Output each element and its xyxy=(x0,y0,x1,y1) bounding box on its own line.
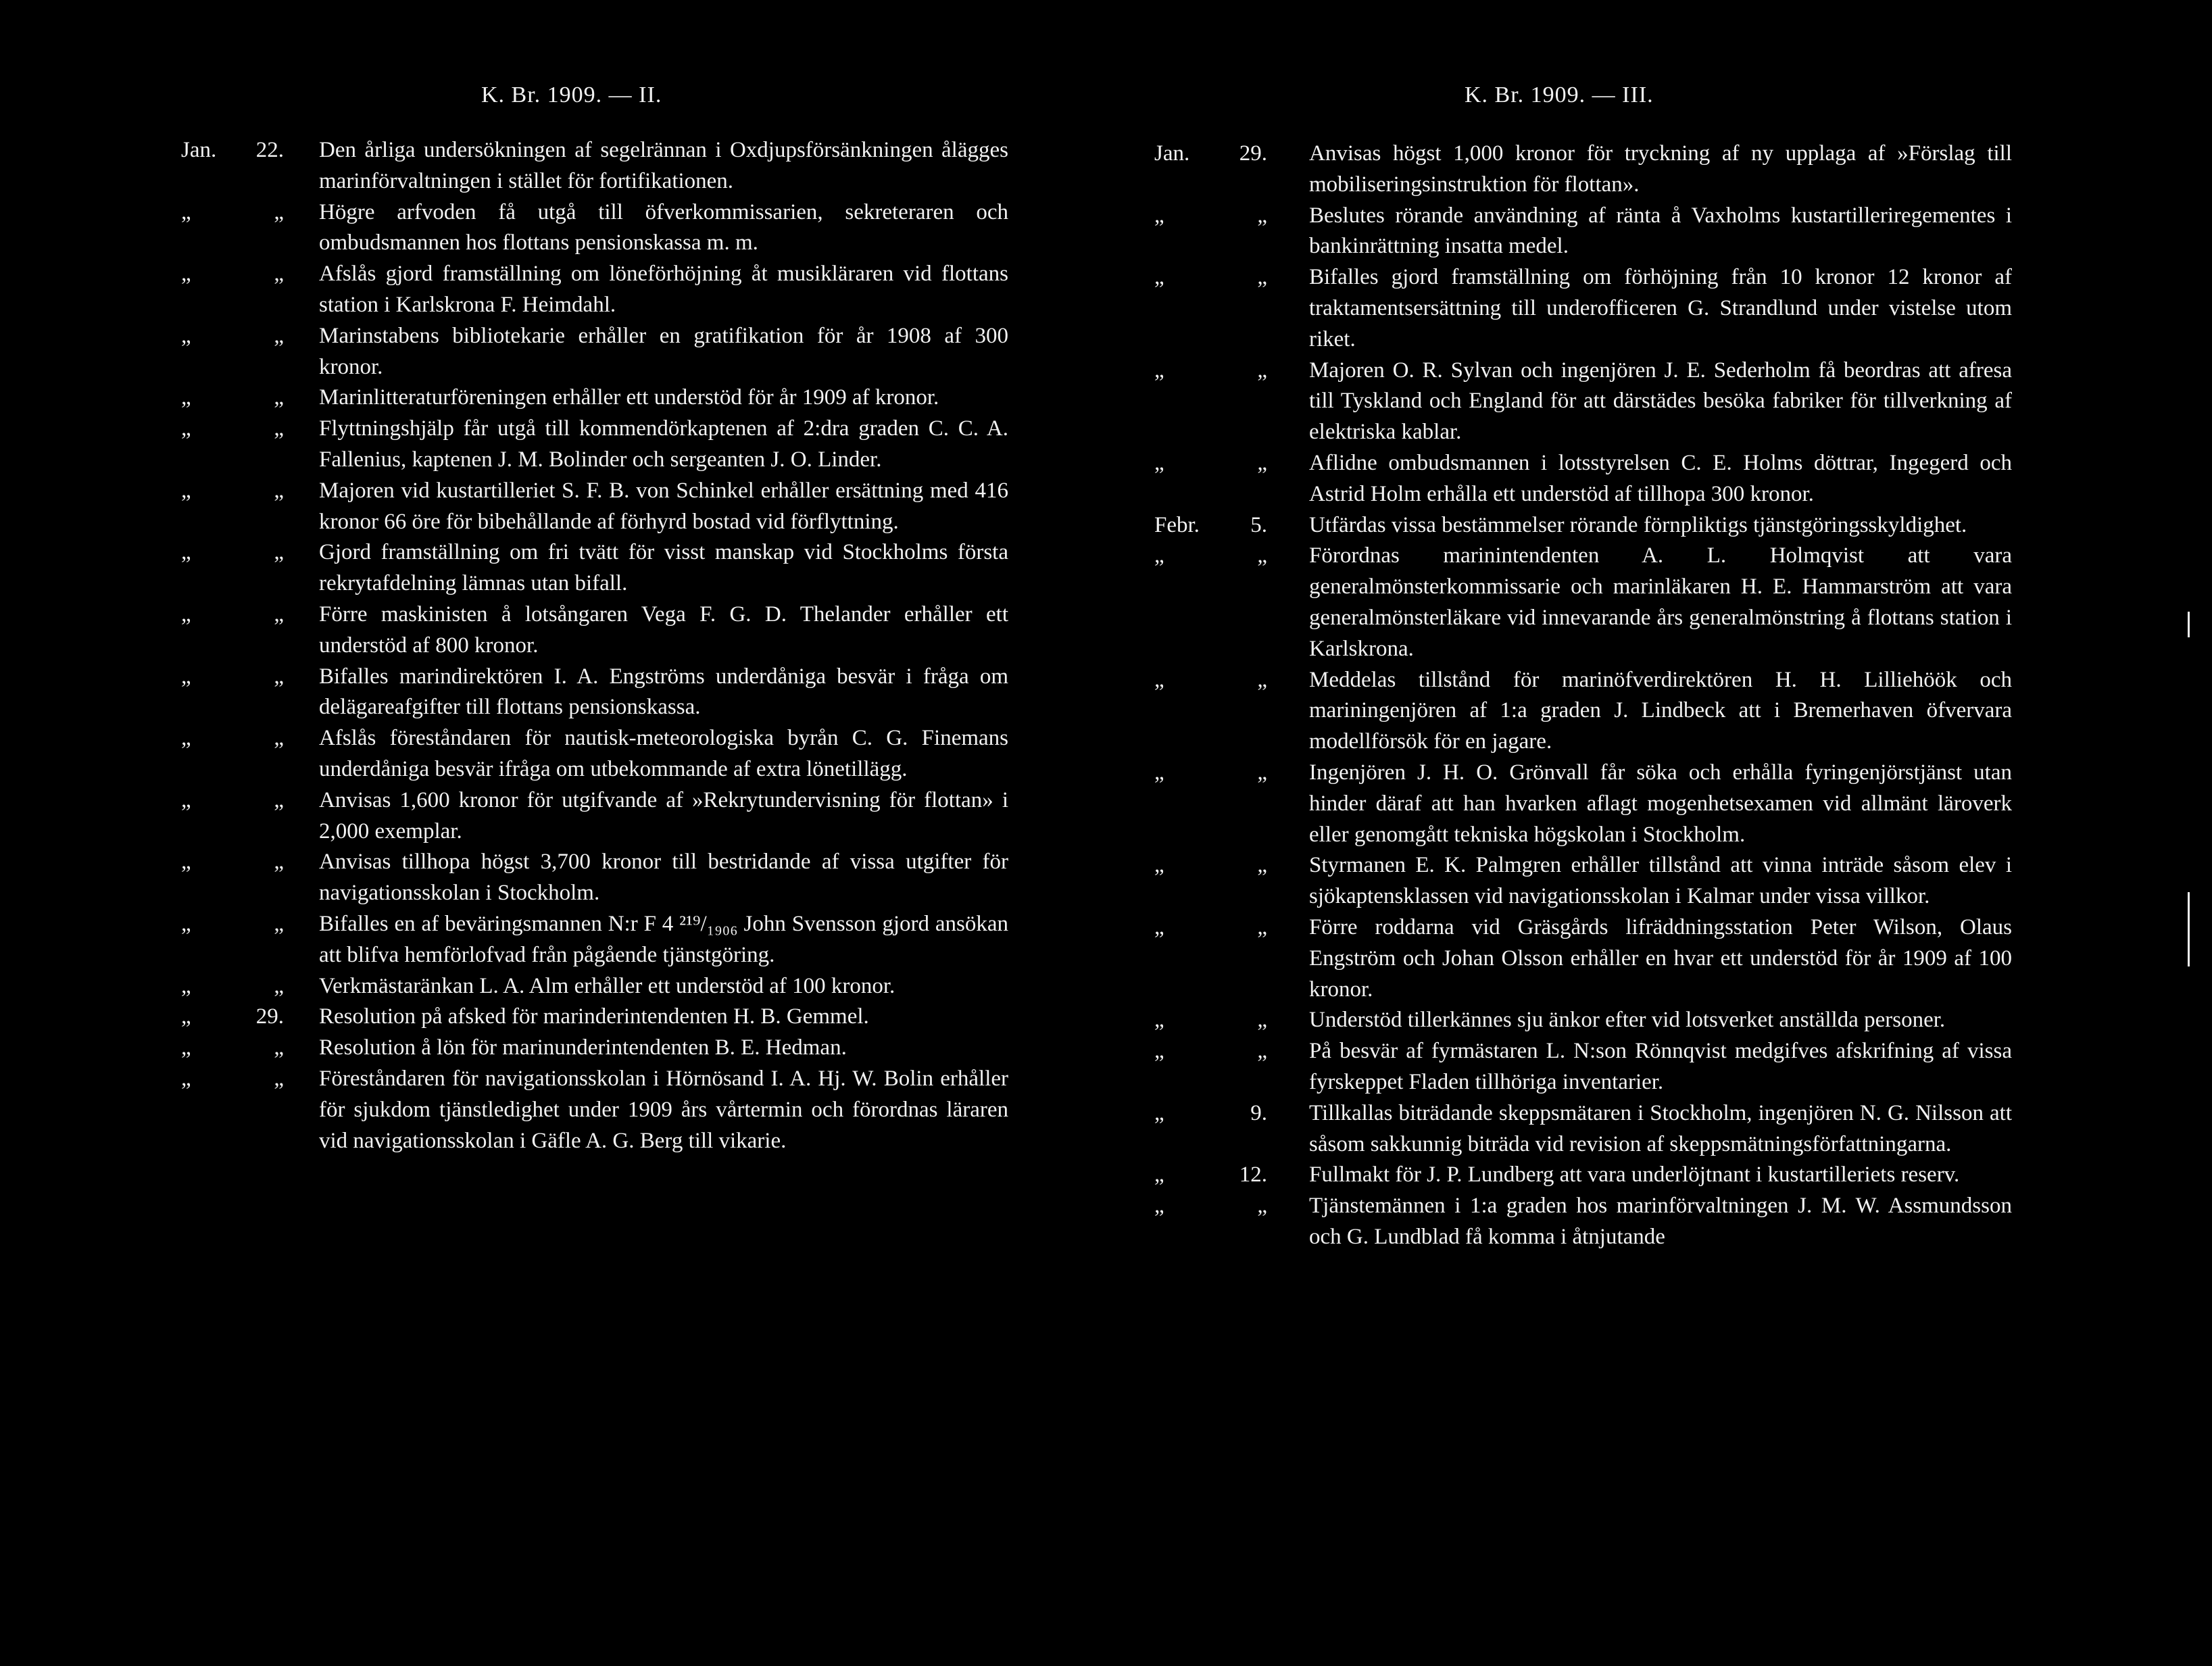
entry-day: „ xyxy=(1257,1008,1267,1033)
entry-day: „ xyxy=(1257,265,1267,290)
entry-day: „ xyxy=(1257,543,1267,568)
entry-text: Afslås föreståndaren för nautisk-meteorologiska byrån C. G. Finemans underdåniga besvär ifråga om utbekommande af extra lönetillägg. xyxy=(319,726,1008,781)
entry-text: Beslutes rörande användning af ränta å Vaxholms kustartilleriregementes i bankinrättning insatta medel. xyxy=(1309,203,2012,259)
entry-day: 5. xyxy=(1250,512,1267,537)
entry-row xyxy=(0,909,1054,971)
entry-month: „ xyxy=(181,1004,191,1029)
entry-month: Jan. xyxy=(181,138,217,162)
entry-row xyxy=(0,259,1054,321)
entry-row xyxy=(0,537,1054,599)
entry-list xyxy=(0,135,1054,1156)
entry-month: „ xyxy=(1154,265,1164,290)
entry-text: Gjord framställning om fri tvätt för visst manskap vid Stockholms första rekrytafdelning lämnas utan bifall. xyxy=(319,540,1008,596)
entry-row xyxy=(0,662,1054,724)
entry-text: Högre arfvoden få utgå till öfverkommissarien, sekreteraren och ombudsmannen hos flottans pensionskassa m. m. xyxy=(319,199,1008,255)
entry-text: Resolution på afsked för marinderintendenten H. B. Gemmel. xyxy=(319,1004,869,1029)
entry-row xyxy=(0,723,1054,785)
entry-month: „ xyxy=(181,540,191,565)
entry-text: Bifalles gjord framställning om förhöjning från 10 kronor 12 kronor af traktamentsersättning till underofficeren G. Strandlund under vistelse utom riket. xyxy=(1309,265,2012,351)
entry-day: „ xyxy=(274,1035,284,1060)
entry-text: Flyttningshjälp får utgå till kommendörkaptenen af 2:dra graden C. C. A. Fallenius, kaptenen J. M. Bolinder och sergeanten J. O. Linder. xyxy=(319,416,1008,472)
entry-text: Verkmästaränkan L. A. Alm erhåller ett understöd af 100 kronor. xyxy=(319,973,895,998)
entry-text: Resolution å lön för marinunderintendenten B. E. Hedman. xyxy=(319,1035,847,1060)
entry-month: „ xyxy=(1154,1039,1164,1064)
entry-text: Anvisas 1,600 kronor för utgifvande af »Rekrytundervisning för flottan» i 2,000 exemplar. xyxy=(319,787,1008,843)
entry-day: 29. xyxy=(255,1004,284,1029)
entry-day: „ xyxy=(1257,667,1267,692)
entry-text: Marinlitteraturföreningen erhåller ett understöd för år 1909 af kronor. xyxy=(319,385,939,410)
entry-month: „ xyxy=(181,664,191,689)
entry-day: 12. xyxy=(1239,1162,1267,1187)
entry-month: „ xyxy=(1154,1194,1164,1219)
entry-row xyxy=(1135,758,2190,850)
entry-day: „ xyxy=(274,540,284,565)
entry-row xyxy=(0,847,1054,909)
entry-month: „ xyxy=(181,787,191,812)
entry-text: Föreståndaren för navigationsskolan i Hörnösand I. A. Hj. W. Bolin erhåller för sjukdom tjänstledighet under 1909 års vårtermin och förordnas läraren vid navigationsskolan i Gäfle A. G. Berg till vikarie. xyxy=(319,1066,1008,1153)
entry-text: Majoren O. R. Sylvan och ingenjören J. E. Sederholm få beordras att afresa till Tyskland och England för att därstädes besöka fabriker för tillverkning af elektriska kablar. xyxy=(1309,358,2012,445)
entry-month: „ xyxy=(181,602,191,627)
entry-text: Förre roddarna vid Gräsgårds lifräddningsstation Peter Wilson, Olaus Engström och Johan Olsson erhåller en hvar ett understöd för år 1909 af 100 kronor. xyxy=(1309,914,2012,1002)
entry-text: Ingenjören J. H. O. Grönvall får söka och erhålla fyringenjörstjänst utan hinder däraf att han hvarken aflagt mogenhetsexamen vid allmänt läroverk eller genomgått tekniska högskolan i Stockholm. xyxy=(1309,760,2012,847)
entry-month: „ xyxy=(181,1066,191,1091)
entry-row xyxy=(1135,850,2190,912)
entry-month: „ xyxy=(181,416,191,441)
entry-text: Meddelas tillstånd för marinöfverdirektören H. H. Lilliehöök och mariningenjören af 1:a graden J. Lindbeck att i Bremerhaven öfvervara modellförsök för en jagare. xyxy=(1309,667,2012,754)
entry-month: „ xyxy=(181,973,191,998)
entry-day: „ xyxy=(274,416,284,441)
entry-day: „ xyxy=(274,323,284,348)
entry-month: „ xyxy=(181,262,191,287)
entry-day: „ xyxy=(274,385,284,410)
entry-month: „ xyxy=(181,199,191,224)
left-page xyxy=(0,0,1068,1666)
entry-row xyxy=(0,1033,1054,1064)
entry-month: „ xyxy=(1154,358,1164,383)
entry-month: „ xyxy=(181,323,191,348)
entry-day: „ xyxy=(274,1066,284,1091)
entry-month: „ xyxy=(1154,203,1164,228)
entry-month: „ xyxy=(1154,543,1164,568)
entry-month: „ xyxy=(181,385,191,410)
page-header: K. Br. 1909. — III. xyxy=(1465,82,1654,107)
entry-month: „ xyxy=(181,850,191,875)
entry-day: 29. xyxy=(1239,141,1267,166)
entry-row xyxy=(1135,1036,2190,1098)
entry-text: Förre maskinisten å lotsångaren Vega F. G. D. Thelander erhåller ett understöd af 800 kronor. xyxy=(319,602,1008,658)
entry-text: Anvisas högst 1,000 kronor för tryckning af ny upplaga af »Förslag till mobiliseringsinstruktion för flottan». xyxy=(1309,141,2012,197)
right-page xyxy=(1135,0,2203,1666)
entry-month: „ xyxy=(1154,760,1164,785)
entry-day: „ xyxy=(274,199,284,224)
entry-row xyxy=(1135,201,2190,263)
entry-month: „ xyxy=(181,911,191,936)
entry-day: „ xyxy=(1257,760,1267,785)
entry-text: Tillkallas biträdande skeppsmätaren i Stockholm, ingenjören N. G. Nilsson att såsom sakkunnig biträda vid revision af skeppsmätningsförfattningarna. xyxy=(1309,1100,2012,1156)
entry-month: Jan. xyxy=(1154,141,1190,166)
entry-row xyxy=(0,135,1054,197)
entry-text: Den årliga undersökningen af segelrännan i Oxdjupsförsänkningen ålägges marinförvaltningen i stället för fortifikationen. xyxy=(319,138,1008,193)
entry-text: Tjänstemännen i 1:a graden hos marinförvaltningen J. M. W. Assmundsson och G. Lundblad få komma i åtnjutande xyxy=(1309,1194,2012,1249)
entry-row xyxy=(1135,510,2190,541)
entry-text: Majoren vid kustartilleriet S. F. B. von Schinkel erhåller ersättning med 416 kronor 66 öre för bibehållande af förhyrd bostad vid förflyttning. xyxy=(319,478,1008,534)
entry-row xyxy=(1135,1160,2190,1191)
entry-day: 9. xyxy=(1250,1100,1267,1125)
entry-day: „ xyxy=(274,850,284,875)
entry-row xyxy=(1135,1098,2190,1160)
entry-row xyxy=(0,197,1054,260)
entry-row xyxy=(1135,1191,2190,1253)
entry-row xyxy=(0,476,1054,538)
entry-text: Anvisas tillhopa högst 3,700 kronor till bestridande af vissa utgifter för navigationsskolan i Stockholm. xyxy=(319,850,1008,906)
entry-month: „ xyxy=(181,478,191,503)
entry-row xyxy=(0,971,1054,1002)
entry-day: „ xyxy=(1257,853,1267,878)
entry-row xyxy=(0,414,1054,476)
entry-day: „ xyxy=(1257,1194,1267,1219)
entry-text: Afslås gjord framställning om löneförhöjning åt musikläraren vid flottans station i Karlskrona F. Heimdahl. xyxy=(319,262,1008,317)
entry-text: Fullmakt för J. P. Lundberg att vara underlöjtnant i kustartilleriets reserv. xyxy=(1309,1162,1960,1187)
entry-month: „ xyxy=(1154,667,1164,692)
entry-text: Styrmanen E. K. Palmgren erhåller tillstånd att vinna inträde såsom elev i sjökaptensklassen vid navigationsskolan i Kalmar under vissa villkor. xyxy=(1309,853,2012,909)
entry-text: Understöd tillerkännes sju änkor efter vid lotsverket anställda personer. xyxy=(1309,1008,1946,1033)
entry-month: „ xyxy=(1154,450,1164,475)
entry-month: „ xyxy=(1154,853,1164,878)
entry-row xyxy=(1135,139,2190,201)
entry-day: „ xyxy=(1257,203,1267,228)
entry-row xyxy=(1135,448,2190,510)
entry-day: 22. xyxy=(255,138,284,162)
entry-day: „ xyxy=(1257,914,1267,939)
entry-row xyxy=(0,599,1054,662)
entry-month: „ xyxy=(1154,914,1164,939)
entry-list xyxy=(1135,139,2190,1253)
entry-row xyxy=(1135,262,2190,355)
entry-row xyxy=(0,383,1054,414)
entry-row xyxy=(1135,541,2190,664)
entry-day: „ xyxy=(274,664,284,689)
page-edge-mark xyxy=(2188,892,2190,966)
entry-month: „ xyxy=(1154,1100,1164,1125)
entry-row xyxy=(1135,665,2190,758)
entry-month: „ xyxy=(181,1035,191,1060)
entry-month: „ xyxy=(181,726,191,751)
entry-text: Marinstabens bibliotekarie erhåller en gratifikation för år 1908 af 300 kronor. xyxy=(319,323,1008,379)
entry-text: Bifalles en af beväringsmannen N:r F 4 ²¹⁹/₁₉₀₆ John Svensson gjord ansökan att blifva hemförlofvad från pågående tjänstgöring. xyxy=(319,911,1008,967)
page-header: K. Br. 1909. — II. xyxy=(481,82,662,107)
entry-day: „ xyxy=(274,911,284,936)
entry-row xyxy=(1135,356,2190,448)
entry-day: „ xyxy=(1257,358,1267,383)
entry-month: „ xyxy=(1154,1008,1164,1033)
entry-row xyxy=(0,321,1054,383)
entry-day: „ xyxy=(274,973,284,998)
entry-day: „ xyxy=(274,262,284,287)
entry-text: På besvär af fyrmästaren L. N:son Rönnqvist medgifves afskrifning af vissa fyrskeppet Fladen tillhöriga inventarier. xyxy=(1309,1039,2012,1094)
entry-month: Febr. xyxy=(1154,512,1200,537)
entry-day: „ xyxy=(1257,1039,1267,1064)
entry-text: Bifalles marindirektören I. A. Engströms underdåniga besvär i fråga om delägareafgifter till flottans pensionskassa. xyxy=(319,664,1008,720)
entry-text: Utfärdas vissa bestämmelser rörande förnpliktigs tjänstgöringsskyldighet. xyxy=(1309,512,1967,537)
entry-text: Förordnas marinintendenten A. L. Holmqvist att vara generalmönsterkommissarie och marinläkaren H. E. Hammarström att vara generalmönsterläkare vid innevarande års generalmönstring å flottans station i Karlskrona. xyxy=(1309,543,2012,661)
entry-day: „ xyxy=(274,478,284,503)
entry-text: Aflidne ombudsmannen i lotsstyrelsen C. E. Holms döttrar, Ingegerd och Astrid Holm erhålla ett understöd af tillhopa 300 kronor. xyxy=(1309,450,2012,506)
entry-row xyxy=(1135,1005,2190,1036)
entry-row xyxy=(0,1064,1054,1156)
entry-month: „ xyxy=(1154,1162,1164,1187)
entry-row xyxy=(0,1002,1054,1033)
entry-day: „ xyxy=(274,787,284,812)
entry-day: „ xyxy=(274,726,284,751)
entry-row xyxy=(0,785,1054,848)
entry-day: „ xyxy=(274,602,284,627)
entry-row xyxy=(1135,912,2190,1005)
page-edge-mark xyxy=(2188,612,2190,637)
entry-day: „ xyxy=(1257,450,1267,475)
